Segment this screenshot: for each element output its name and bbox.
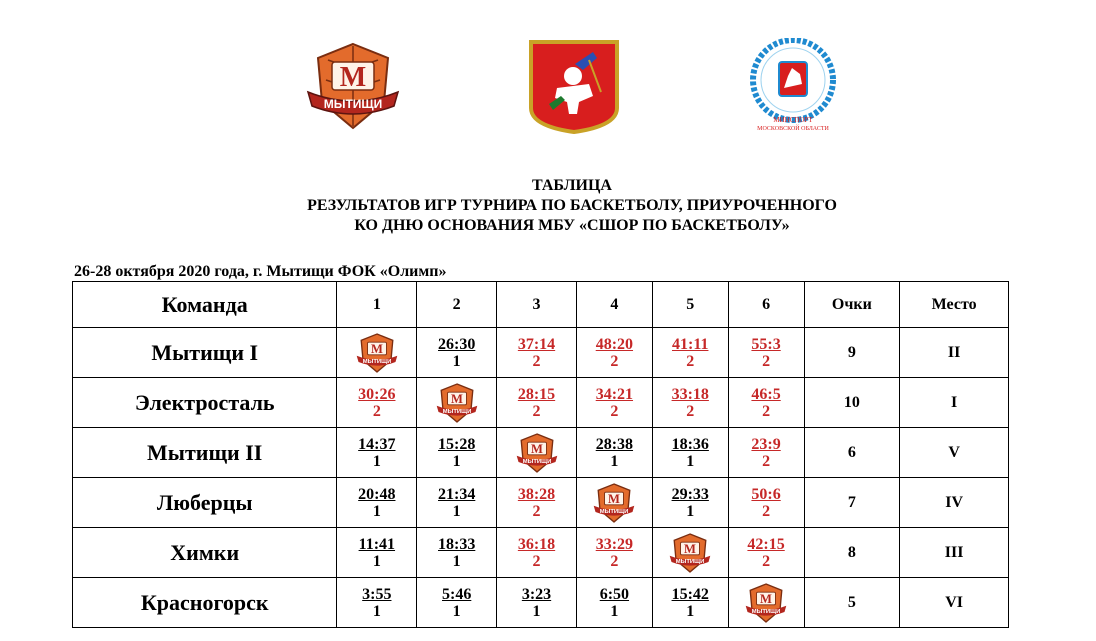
score-cell <box>728 328 804 378</box>
title-line-1: ТАБЛИЦА <box>532 177 612 194</box>
match-points: 2 <box>372 402 381 420</box>
match-score: 30:26 <box>358 385 396 403</box>
self-match-cell <box>576 478 652 528</box>
team-name: Люберцы <box>73 478 337 528</box>
total-points: 10 <box>804 378 900 428</box>
match-points: 2 <box>762 502 771 520</box>
score-cell <box>576 428 652 478</box>
final-place: V <box>900 428 1009 478</box>
match-score: 18:33 <box>438 535 476 553</box>
match-points: 2 <box>532 552 541 570</box>
final-place: VI <box>900 578 1009 628</box>
match-score: 36:18 <box>517 535 556 553</box>
title-line-3: КО ДНЮ ОСНОВАНИЯ МБУ «СШОР ПО БАСКЕТБОЛУ» <box>354 217 790 234</box>
match-points: 2 <box>610 352 619 370</box>
total-points: 5 <box>804 578 900 628</box>
score-cell <box>337 378 417 428</box>
svg-text:М: М <box>450 391 463 406</box>
match-points: 1 <box>686 602 695 620</box>
score-cell <box>337 578 417 628</box>
club-logo-icon <box>667 532 713 574</box>
match-score: 15:42 <box>671 585 709 603</box>
match-score: 42:15 <box>747 535 785 553</box>
svg-text:М: М <box>530 441 543 456</box>
match-score: 3:55 <box>362 585 392 603</box>
score-cell <box>728 528 804 578</box>
header-col-6: 6 <box>728 282 804 328</box>
svg-text:МЫТИЩИ: МЫТИЩИ <box>323 97 383 111</box>
total-points: 9 <box>804 328 900 378</box>
match-points: 2 <box>686 352 695 370</box>
match-points: 1 <box>610 602 619 620</box>
team-name: Мытищи II <box>73 428 337 478</box>
match-score: 14:37 <box>358 435 396 453</box>
match-score: 46:5 <box>751 385 781 403</box>
score-cell <box>417 528 497 578</box>
title-line-2: РЕЗУЛЬТАТОВ ИГР ТУРНИРА ПО БАСКЕТБОЛУ, ПРИУРОЧЕННОГО <box>307 197 837 214</box>
match-points: 2 <box>610 552 619 570</box>
match-points: 1 <box>452 452 461 470</box>
score-cell <box>337 528 417 578</box>
table-row <box>73 478 1009 528</box>
score-cell <box>652 578 728 628</box>
svg-text:М: М <box>760 591 773 606</box>
self-match-cell <box>652 528 728 578</box>
table-header-row <box>73 282 1009 328</box>
event-date-location: 26-28 октября 2020 года, г. Мытищи ФОК «Олимп» <box>74 263 447 280</box>
match-score: 33:29 <box>595 535 634 553</box>
final-place: IV <box>900 478 1009 528</box>
score-cell <box>337 478 417 528</box>
match-score: 28:15 <box>517 385 556 403</box>
match-points: 1 <box>686 502 695 520</box>
total-points: 6 <box>804 428 900 478</box>
score-cell <box>497 378 577 428</box>
header-col-3: 3 <box>497 282 577 328</box>
match-score: 34:21 <box>595 385 634 403</box>
score-cell <box>652 328 728 378</box>
svg-text:М: М <box>684 541 697 556</box>
score-cell <box>652 428 728 478</box>
match-score: 33:18 <box>671 385 709 403</box>
logo-bar <box>0 38 1096 138</box>
header-col-5: 5 <box>652 282 728 328</box>
match-score: 6:50 <box>599 585 630 603</box>
svg-text:МЫТИЩИ: МЫТИЩИ <box>522 458 551 465</box>
team-name: Химки <box>73 528 337 578</box>
score-cell <box>652 378 728 428</box>
match-score: 41:11 <box>672 335 709 353</box>
match-score: 37:14 <box>517 335 556 353</box>
match-score: 50:6 <box>751 485 781 503</box>
results-table <box>72 281 1009 628</box>
header-col-2: 2 <box>417 282 497 328</box>
match-points: 2 <box>762 452 771 470</box>
team-name: Мытищи I <box>73 328 337 378</box>
club-logo-icon <box>302 40 404 132</box>
match-score: 21:34 <box>438 485 476 503</box>
total-points: 7 <box>804 478 900 528</box>
match-points: 2 <box>762 402 771 420</box>
score-cell <box>728 428 804 478</box>
score-cell <box>497 328 577 378</box>
svg-text:МЫТИЩИ: МЫТИЩИ <box>362 358 392 365</box>
score-cell <box>652 478 728 528</box>
score-cell <box>337 428 417 478</box>
match-points: 1 <box>372 552 381 570</box>
score-cell <box>576 378 652 428</box>
match-points: 2 <box>532 502 541 520</box>
club-logo-icon <box>434 382 480 424</box>
match-score: 5:46 <box>442 585 472 603</box>
match-points: 1 <box>452 552 461 570</box>
match-points: 2 <box>532 352 541 370</box>
match-points: 1 <box>610 452 619 470</box>
header-place: Место <box>900 282 1009 328</box>
table-row <box>73 528 1009 578</box>
match-points: 1 <box>372 502 381 520</box>
svg-text:МИНСПОРТ: МИНСПОРТ <box>773 116 813 124</box>
match-points: 2 <box>762 352 771 370</box>
club-logo-icon <box>743 582 789 624</box>
club-logo-icon <box>514 432 560 474</box>
svg-text:М: М <box>608 491 621 506</box>
total-points: 8 <box>804 528 900 578</box>
score-cell <box>497 528 577 578</box>
header-col-1: 1 <box>337 282 417 328</box>
score-cell <box>417 478 497 528</box>
score-cell <box>417 328 497 378</box>
club-logo-icon <box>354 332 400 374</box>
score-cell <box>728 478 804 528</box>
self-match-cell <box>417 378 497 428</box>
match-score: 38:28 <box>517 485 556 503</box>
match-score: 23:9 <box>751 435 781 453</box>
match-score: 26:30 <box>438 335 476 353</box>
match-score: 28:38 <box>595 435 634 453</box>
table-row <box>73 428 1009 478</box>
score-cell <box>497 478 577 528</box>
match-points: 1 <box>532 602 541 620</box>
score-cell <box>417 428 497 478</box>
self-match-cell <box>728 578 804 628</box>
match-points: 1 <box>452 602 461 620</box>
match-score: 55:3 <box>751 335 781 353</box>
team-name: Электросталь <box>73 378 337 428</box>
self-match-cell <box>337 328 417 378</box>
match-points: 2 <box>532 402 541 420</box>
match-score: 11:41 <box>358 535 396 553</box>
final-place: I <box>900 378 1009 428</box>
club-logo-icon <box>591 482 637 524</box>
match-score: 29:33 <box>671 485 709 503</box>
match-score: 3:23 <box>521 585 552 603</box>
table-row <box>73 578 1009 628</box>
match-score: 48:20 <box>595 335 634 353</box>
match-points: 2 <box>610 402 619 420</box>
svg-text:МЫТИЩИ: МЫТИЩИ <box>675 558 705 565</box>
match-points: 2 <box>762 552 771 570</box>
svg-text:МОСКОВСКОЙ ОБЛАСТИ: МОСКОВСКОЙ ОБЛАСТИ <box>757 126 829 132</box>
match-score: 18:36 <box>671 435 709 453</box>
final-place: III <box>900 528 1009 578</box>
score-cell <box>576 328 652 378</box>
final-place: II <box>900 328 1009 378</box>
svg-text:М: М <box>370 341 383 356</box>
score-cell <box>417 578 497 628</box>
score-cell <box>576 578 652 628</box>
match-points: 1 <box>452 352 461 370</box>
coat-of-arms-icon <box>527 38 621 134</box>
table-row <box>73 328 1009 378</box>
header-points: Очки <box>804 282 900 328</box>
score-cell <box>576 528 652 578</box>
score-cell <box>497 578 577 628</box>
svg-text:МЫТИЩИ: МЫТИЩИ <box>442 408 471 415</box>
table-row <box>73 378 1009 428</box>
svg-text:МЫТИЩИ: МЫТИЩИ <box>600 508 629 515</box>
team-name: Красногорск <box>73 578 337 628</box>
match-points: 1 <box>372 602 381 620</box>
header-col-4: 4 <box>576 282 652 328</box>
score-cell <box>728 378 804 428</box>
match-points: 1 <box>372 452 381 470</box>
results-body <box>73 328 1009 628</box>
self-match-cell <box>497 428 577 478</box>
match-score: 15:28 <box>438 435 476 453</box>
svg-text:М: М <box>339 62 367 93</box>
match-points: 1 <box>686 452 695 470</box>
match-points: 2 <box>686 402 695 420</box>
header-team: Команда <box>73 282 337 328</box>
match-score: 20:48 <box>358 485 396 503</box>
svg-text:МЫТИЩИ: МЫТИЩИ <box>751 608 781 615</box>
minsport-logo-icon <box>744 38 842 134</box>
match-points: 1 <box>452 502 461 520</box>
